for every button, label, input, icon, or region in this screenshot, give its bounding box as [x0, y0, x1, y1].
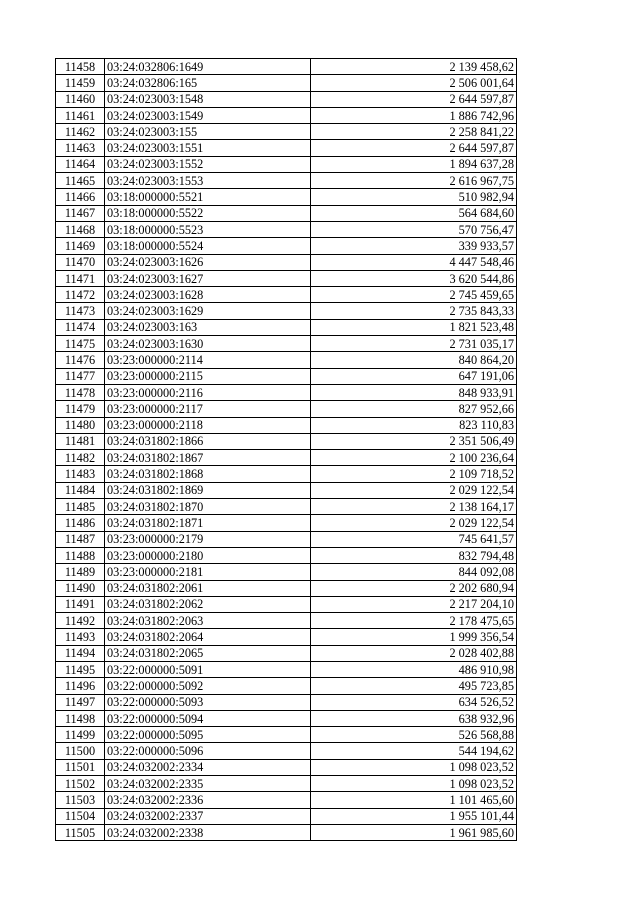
table-row: [56, 792, 517, 808]
row-number-cell: 11461: [56, 107, 105, 123]
cadastral-number-cell: 03:23:000000:2116: [105, 384, 311, 400]
cadastral-value-cell: 1 894 637,28: [311, 156, 517, 172]
cadastral-number-cell: 03:24:023003:1553: [105, 173, 311, 189]
cadastral-value-cell: 1 098 023,52: [311, 776, 517, 792]
table-row: [56, 238, 517, 254]
row-number-cell: 11470: [56, 254, 105, 270]
cadastral-value-cell: 844 092,08: [311, 564, 517, 580]
cadastral-number-cell: 03:24:031802:1866: [105, 433, 311, 449]
cadastral-number-cell: 03:23:000000:2118: [105, 417, 311, 433]
cadastral-number-cell: 03:22:000000:5096: [105, 743, 311, 759]
cadastral-number-cell: 03:23:000000:2181: [105, 564, 311, 580]
table-row: [56, 564, 517, 580]
cadastral-value-cell: 1 821 523,48: [311, 319, 517, 335]
table-row: [56, 482, 517, 498]
row-number-cell: 11465: [56, 173, 105, 189]
table-row: [56, 368, 517, 384]
cadastral-value-cell: 2 745 459,65: [311, 287, 517, 303]
row-number-cell: 11492: [56, 613, 105, 629]
cadastral-number-cell: 03:24:031802:2063: [105, 613, 311, 629]
table-row: [56, 75, 517, 91]
cadastral-value-cell: 832 794,48: [311, 547, 517, 563]
cadastral-number-cell: 03:24:032002:2337: [105, 808, 311, 824]
table-row: [56, 466, 517, 482]
cadastral-value-cell: 840 864,20: [311, 352, 517, 368]
cadastral-value-cell: 510 982,94: [311, 189, 517, 205]
cadastral-value-cell: 1 886 742,96: [311, 107, 517, 123]
cadastral-value-cell: 526 568,88: [311, 727, 517, 743]
cadastral-number-cell: 03:23:000000:2180: [105, 547, 311, 563]
row-number-cell: 11462: [56, 124, 105, 140]
cadastral-number-cell: 03:24:032002:2336: [105, 792, 311, 808]
cadastral-value-cell: 2 735 843,33: [311, 303, 517, 319]
cadastral-number-cell: 03:24:023003:1627: [105, 270, 311, 286]
cadastral-value-cell: 3 620 544,86: [311, 270, 517, 286]
cadastral-number-cell: 03:22:000000:5092: [105, 678, 311, 694]
cadastral-value-cell: 570 756,47: [311, 221, 517, 237]
cadastral-number-cell: 03:23:000000:2115: [105, 368, 311, 384]
table-row: [56, 189, 517, 205]
table-row: [56, 596, 517, 612]
table-row: [56, 710, 517, 726]
table-row: [56, 156, 517, 172]
cadastral-value-cell: 486 910,98: [311, 661, 517, 677]
table-row: [56, 580, 517, 596]
cadastral-number-cell: 03:23:000000:2117: [105, 401, 311, 417]
row-number-cell: 11477: [56, 368, 105, 384]
row-number-cell: 11474: [56, 319, 105, 335]
cadastral-value-cell: 2 731 035,17: [311, 336, 517, 352]
table-row: [56, 776, 517, 792]
cadastral-number-cell: 03:24:031802:2064: [105, 629, 311, 645]
cadastral-number-cell: 03:24:031802:2062: [105, 596, 311, 612]
cadastral-number-cell: 03:24:031802:1867: [105, 450, 311, 466]
table-row: [56, 221, 517, 237]
table-row: [56, 629, 517, 645]
cadastral-value-cell: 848 933,91: [311, 384, 517, 400]
cadastral-number-cell: 03:18:000000:5524: [105, 238, 311, 254]
cadastral-number-cell: 03:24:031802:1869: [105, 482, 311, 498]
table-row: [56, 808, 517, 824]
row-number-cell: 11497: [56, 694, 105, 710]
cadastral-value-cell: 1 098 023,52: [311, 759, 517, 775]
row-number-cell: 11499: [56, 727, 105, 743]
row-number-cell: 11500: [56, 743, 105, 759]
row-number-cell: 11469: [56, 238, 105, 254]
row-number-cell: 11484: [56, 482, 105, 498]
table-row: [56, 352, 517, 368]
cadastral-value-cell: 2 109 718,52: [311, 466, 517, 482]
table-row: [56, 547, 517, 563]
cadastral-value-cell: 4 447 548,46: [311, 254, 517, 270]
table-row: [56, 515, 517, 531]
cadastral-value-cell: 2 202 680,94: [311, 580, 517, 596]
row-number-cell: 11494: [56, 645, 105, 661]
cadastral-value-cell: 1 955 101,44: [311, 808, 517, 824]
table-row: [56, 336, 517, 352]
cadastral-number-cell: 03:24:023003:155: [105, 124, 311, 140]
cadastral-number-cell: 03:18:000000:5521: [105, 189, 311, 205]
table-row: [56, 743, 517, 759]
cadastral-value-cell: 647 191,06: [311, 368, 517, 384]
cadastral-value-cell: 2 258 841,22: [311, 124, 517, 140]
cadastral-number-cell: 03:24:031802:2065: [105, 645, 311, 661]
cadastral-value-cell: 1 961 985,60: [311, 824, 517, 840]
table-row: [56, 759, 517, 775]
row-number-cell: 11459: [56, 75, 105, 91]
table-row: [56, 661, 517, 677]
table-row: [56, 173, 517, 189]
cadastral-value-table: [55, 58, 517, 841]
table-row: [56, 205, 517, 221]
table-body: [56, 59, 517, 841]
row-number-cell: 11472: [56, 287, 105, 303]
row-number-cell: 11501: [56, 759, 105, 775]
cadastral-number-cell: 03:18:000000:5523: [105, 221, 311, 237]
row-number-cell: 11481: [56, 433, 105, 449]
cadastral-value-cell: 2 506 001,64: [311, 75, 517, 91]
table-row: [56, 401, 517, 417]
cadastral-value-cell: 2 028 402,88: [311, 645, 517, 661]
row-number-cell: 11480: [56, 417, 105, 433]
cadastral-number-cell: 03:24:023003:1549: [105, 107, 311, 123]
cadastral-value-cell: 544 194,62: [311, 743, 517, 759]
table-row: [56, 499, 517, 515]
cadastral-number-cell: 03:24:023003:1630: [105, 336, 311, 352]
table-row: [56, 384, 517, 400]
cadastral-number-cell: 03:24:023003:1628: [105, 287, 311, 303]
cadastral-number-cell: 03:22:000000:5094: [105, 710, 311, 726]
table-row: [56, 531, 517, 547]
cadastral-number-cell: 03:18:000000:5522: [105, 205, 311, 221]
row-number-cell: 11491: [56, 596, 105, 612]
table-row: [56, 645, 517, 661]
cadastral-number-cell: 03:24:023003:1626: [105, 254, 311, 270]
table-row: [56, 613, 517, 629]
row-number-cell: 11488: [56, 547, 105, 563]
row-number-cell: 11505: [56, 824, 105, 840]
cadastral-number-cell: 03:24:031802:1870: [105, 499, 311, 515]
cadastral-value-cell: 827 952,66: [311, 401, 517, 417]
cadastral-value-cell: 2 029 122,54: [311, 515, 517, 531]
row-number-cell: 11479: [56, 401, 105, 417]
table-row: [56, 270, 517, 286]
row-number-cell: 11496: [56, 678, 105, 694]
cadastral-value-cell: 2 178 475,65: [311, 613, 517, 629]
cadastral-number-cell: 03:24:032002:2338: [105, 824, 311, 840]
cadastral-value-cell: 2 029 122,54: [311, 482, 517, 498]
table-row: [56, 417, 517, 433]
row-number-cell: 11503: [56, 792, 105, 808]
cadastral-value-cell: 2 351 506,49: [311, 433, 517, 449]
cadastral-value-cell: 823 110,83: [311, 417, 517, 433]
cadastral-value-cell: 2 644 597,87: [311, 140, 517, 156]
cadastral-number-cell: 03:24:031802:1871: [105, 515, 311, 531]
table-row: [56, 727, 517, 743]
cadastral-value-cell: 339 933,57: [311, 238, 517, 254]
cadastral-number-cell: 03:24:032806:165: [105, 75, 311, 91]
row-number-cell: 11473: [56, 303, 105, 319]
row-number-cell: 11493: [56, 629, 105, 645]
cadastral-value-cell: 2 138 164,17: [311, 499, 517, 515]
cadastral-value-cell: 2 616 967,75: [311, 173, 517, 189]
table-row: [56, 678, 517, 694]
cadastral-value-cell: 638 932,96: [311, 710, 517, 726]
row-number-cell: 11502: [56, 776, 105, 792]
cadastral-value-cell: 1 999 356,54: [311, 629, 517, 645]
cadastral-number-cell: 03:22:000000:5091: [105, 661, 311, 677]
cadastral-value-cell: 495 723,85: [311, 678, 517, 694]
row-number-cell: 11489: [56, 564, 105, 580]
cadastral-value-cell: 2 100 236,64: [311, 450, 517, 466]
table-row: [56, 694, 517, 710]
cadastral-number-cell: 03:24:023003:1551: [105, 140, 311, 156]
cadastral-value-cell: 1 101 465,60: [311, 792, 517, 808]
row-number-cell: 11458: [56, 59, 105, 75]
row-number-cell: 11468: [56, 221, 105, 237]
table-row: [56, 107, 517, 123]
cadastral-number-cell: 03:24:031802:2061: [105, 580, 311, 596]
row-number-cell: 11460: [56, 91, 105, 107]
cadastral-value-cell: 2 139 458,62: [311, 59, 517, 75]
row-number-cell: 11478: [56, 384, 105, 400]
row-number-cell: 11464: [56, 156, 105, 172]
table-row: [56, 59, 517, 75]
table-row: [56, 433, 517, 449]
row-number-cell: 11475: [56, 336, 105, 352]
row-number-cell: 11498: [56, 710, 105, 726]
cadastral-value-cell: 2 644 597,87: [311, 91, 517, 107]
row-number-cell: 11471: [56, 270, 105, 286]
cadastral-number-cell: 03:24:032806:1649: [105, 59, 311, 75]
cadastral-number-cell: 03:24:023003:1548: [105, 91, 311, 107]
cadastral-value-cell: 745 641,57: [311, 531, 517, 547]
table-row: [56, 824, 517, 840]
table-row: [56, 91, 517, 107]
cadastral-number-cell: 03:24:023003:1629: [105, 303, 311, 319]
cadastral-number-cell: 03:22:000000:5093: [105, 694, 311, 710]
row-number-cell: 11504: [56, 808, 105, 824]
table-row: [56, 303, 517, 319]
row-number-cell: 11485: [56, 499, 105, 515]
row-number-cell: 11495: [56, 661, 105, 677]
row-number-cell: 11466: [56, 189, 105, 205]
cadastral-number-cell: 03:23:000000:2179: [105, 531, 311, 547]
cadastral-value-cell: 634 526,52: [311, 694, 517, 710]
row-number-cell: 11463: [56, 140, 105, 156]
row-number-cell: 11482: [56, 450, 105, 466]
table-row: [56, 124, 517, 140]
table-row: [56, 287, 517, 303]
cadastral-number-cell: 03:22:000000:5095: [105, 727, 311, 743]
row-number-cell: 11476: [56, 352, 105, 368]
cadastral-value-cell: 564 684,60: [311, 205, 517, 221]
row-number-cell: 11490: [56, 580, 105, 596]
row-number-cell: 11467: [56, 205, 105, 221]
table-row: [56, 254, 517, 270]
table-row: [56, 140, 517, 156]
cadastral-number-cell: 03:24:032002:2335: [105, 776, 311, 792]
cadastral-number-cell: 03:24:031802:1868: [105, 466, 311, 482]
cadastral-number-cell: 03:24:023003:163: [105, 319, 311, 335]
row-number-cell: 11483: [56, 466, 105, 482]
cadastral-number-cell: 03:24:023003:1552: [105, 156, 311, 172]
row-number-cell: 11487: [56, 531, 105, 547]
table-row: [56, 450, 517, 466]
row-number-cell: 11486: [56, 515, 105, 531]
cadastral-number-cell: 03:23:000000:2114: [105, 352, 311, 368]
cadastral-value-cell: 2 217 204,10: [311, 596, 517, 612]
table-row: [56, 319, 517, 335]
cadastral-number-cell: 03:24:032002:2334: [105, 759, 311, 775]
